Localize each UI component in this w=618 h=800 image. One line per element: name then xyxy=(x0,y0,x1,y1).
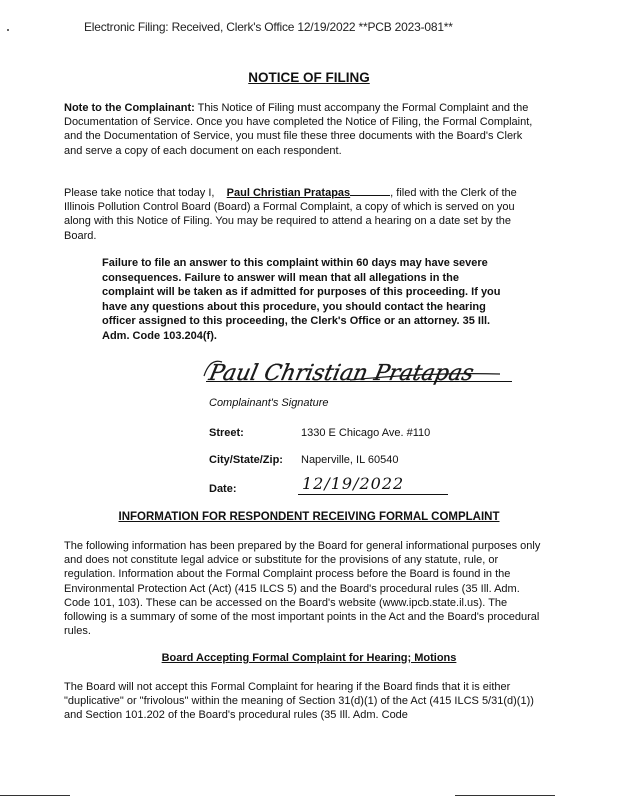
page-title: NOTICE OF FILING xyxy=(248,70,370,85)
date-line xyxy=(298,494,448,495)
notice-paragraph xyxy=(64,186,542,243)
street-value: 1330 E Chicago Ave. #110 xyxy=(301,427,431,439)
notice-suffix: , filed with the Clerk of the Illinois Pollution Control Board (Board) a Formal Complaint, a copy of which is served on you along with this Notice of Filing. You may be required to attend a hearing on a date set by the Board. xyxy=(64,187,517,242)
handwritten-signature xyxy=(200,352,510,390)
filing-stamp: Electronic Filing: Received, Clerk's Office 12/19/2022 **PCB 2023-081** xyxy=(84,20,453,34)
city-label: City/State/Zip: xyxy=(209,454,283,466)
signature-label: Complainant's Signature xyxy=(209,397,329,409)
complainant-name: Paul Christian Pratapas xyxy=(226,187,351,199)
city-value: Naperville, IL 60540 xyxy=(301,454,399,466)
notice-prefix: Please take notice that today I, xyxy=(64,187,215,199)
note-label: Note to the Complainant: xyxy=(64,102,195,114)
date-label: Date: xyxy=(209,483,237,495)
motions-paragraph: The Board will not accept this Formal Complaint for hearing if the Board finds that it is either "duplicative" or "frivolous" within the meaning of Section 31(d)(1) of the Act (415 ILCS 5/31(d)(1)) and Section 101.202 of the Board's procedural rules (35 Ill. Adm. Code xyxy=(64,681,534,722)
motions-heading: Board Accepting Formal Complaint for Hearing; Motions xyxy=(161,652,457,664)
name-blank-line xyxy=(350,186,390,196)
note-paragraph xyxy=(64,101,542,158)
scan-edge-right xyxy=(455,795,555,796)
signature-line xyxy=(206,381,512,382)
note-text: This Notice of Filing must accompany the Formal Complaint and the Documentation of Service. Once you have completed the Notice of Filing, the Formal Complaint, and the Documentation of Service, you must file these three documents with the Board's Clerk and serve a copy of each document on each respondent. xyxy=(64,102,533,157)
street-label: Street: xyxy=(209,427,244,439)
warning-paragraph: Failure to file an answer to this complaint within 60 days may have severe consequences. Failure to answer will mean that all allegations in the complaint will be taken as if admitted for purposes of this proceeding. If you have any questions about this procedure, you should contact the hearing officer assigned to this proceeding, the Clerk's Office or an attorney. 35 Ill. Adm. Code 103.204(f). xyxy=(102,257,501,342)
info-paragraph: The following information has been prepared by the Board for general informational purposes only and does not constitute legal advice or substitute for the provisions of any statute, rule, or regulation. Information about the Formal Complaint process before the Board is found in the Environmental Protection Act (Act) (415 ILCS 5) and the Board's procedural rules (35 Ill. Adm. Code 101, 103). These can be accessed on the Board's website (www.ipcb.state.il.us). The following is a summary of some of the most important points in the Act and the Board's procedural rules. xyxy=(64,540,541,638)
signature-text: Paul Christian Pratapas xyxy=(206,360,477,386)
scan-speck xyxy=(7,29,9,31)
info-heading: INFORMATION FOR RESPONDENT RECEIVING FORMAL COMPLAINT xyxy=(118,511,500,523)
date-value: 12/19/2022 xyxy=(302,474,405,493)
scan-edge-left xyxy=(0,795,70,796)
